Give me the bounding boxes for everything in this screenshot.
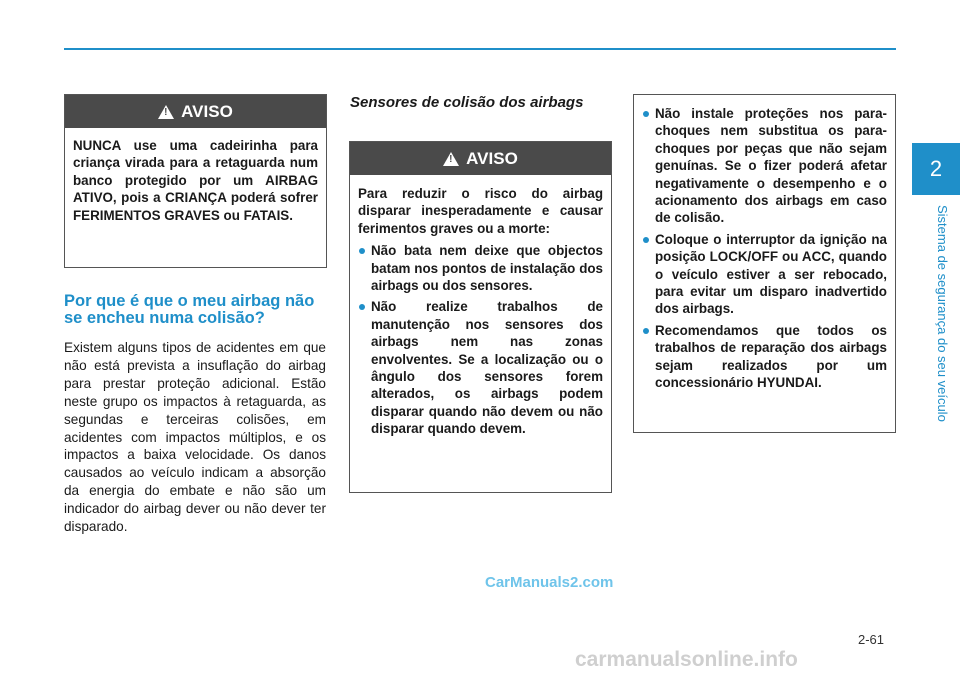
page-number: 2-61 <box>858 632 885 647</box>
list-item: Não instale proteções nos para-choques nem substitua os para-choques por peças que não sejam genuínas. Se o fizer poderá afetar negativamente o desempenho e o acionamento dos airbags em caso de colisão. <box>642 105 887 227</box>
warning-list <box>358 242 603 437</box>
list-item: Coloque o interruptor da ignição na posição LOCK/OFF ou ACC, quando o veículo estiver a ser rebocado, para evitar um disparo inadvertido dos airbags. <box>642 231 887 318</box>
warning-list <box>642 105 887 392</box>
warning-intro: Para reduzir o risco do airbag disparar inesperadamente e causar ferimentos graves ou a morte: <box>358 186 603 236</box>
warning-box-sensors <box>349 141 612 493</box>
warning-header <box>350 142 611 175</box>
warning-header-label: AVISO <box>181 101 233 121</box>
chapter-number: 2 <box>929 156 943 181</box>
chapter-tab <box>912 143 960 195</box>
warning-body <box>634 95 895 404</box>
watermark-link[interactable]: CarManuals2.com <box>485 574 614 591</box>
warning-triangle-icon <box>158 105 174 119</box>
warning-box-continued <box>633 94 896 433</box>
top-rule <box>64 48 896 50</box>
warning-header <box>65 95 326 128</box>
section-body: Existem alguns tipos de acidentes em que não está prevista a insuflação do airbag para prestar proteção adicional. Estão neste grupo os impactos à retaguarda, as segundas e terceiras colisões, em acidentes com impactos múltiplos, e os impactos a baixa velocidade. Os danos causados ao veículo indicam a absorção da energia do embate e não são um indicador do airbag dever ou não dever ter disparado. <box>64 340 326 535</box>
watermark-footer: carmanualsonline.info <box>575 648 798 671</box>
warning-text: NUNCA use uma cadeirinha para criança virada para a retaguarda num banco protegido por um AIRBAG ATIVO, pois a CRIANÇA poderá sofrer FERIMENTOS GRAVES ou FATAIS. <box>73 138 318 223</box>
list-item: Não bata nem deixe que objectos batam nos pontos de instalação dos airbags ou dos sensores. <box>358 242 603 294</box>
subsection-heading: Sensores de colisão dos airbags <box>350 94 584 111</box>
chapter-title: Sistema de segurança do seu veículo <box>935 205 950 422</box>
warning-box-child-seat <box>64 94 327 268</box>
warning-triangle-icon <box>443 152 459 166</box>
section-heading: Por que é que o meu airbag não se encheu numa colisão? <box>64 292 315 327</box>
warning-header-label: AVISO <box>466 148 518 168</box>
list-item: Não realize trabalhos de manutenção nos sensores dos airbags nem nas zonas envolventes. Se a localização ou o ângulo dos sensores forem alterados, os airbags podem disparar quando não devem ou não disparar quando devem. <box>358 298 603 437</box>
list-item: Recomendamos que todos os trabalhos de reparação dos airbags sejam realizados por um concessionário HYUNDAI. <box>642 322 887 392</box>
warning-body <box>350 175 611 450</box>
warning-body <box>65 128 326 232</box>
